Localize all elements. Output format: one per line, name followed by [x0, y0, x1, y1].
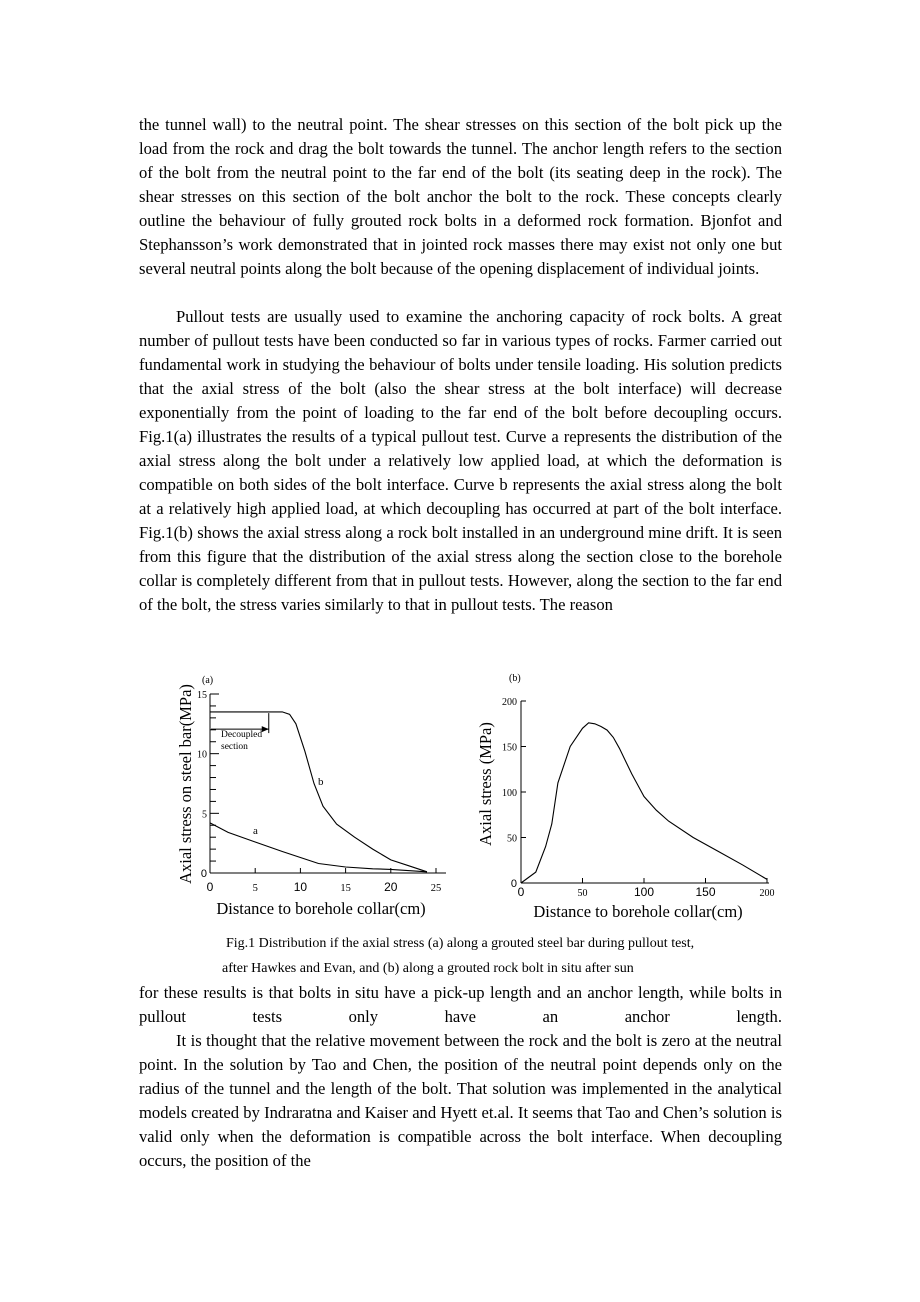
chart-a-y-axis-label: Axial stress on steel bar(MPa)	[176, 684, 195, 884]
chart-a-series-a-line	[210, 823, 427, 872]
chart-a	[176, 675, 446, 918]
paragraph-3: for these results is that bolts in situ have a pick-up length and an anchor length, while bolts in pullout tests only have an anchor length.	[139, 983, 782, 1026]
chart-b-y-tick-label: 50	[507, 833, 517, 845]
chart-b-y-axis-label: Axial stress (MPa)	[476, 722, 495, 846]
figure-caption-line-2: after Hawkes and Evan, and (b) along a grouted rock bolt in situ after sun	[222, 961, 634, 976]
chart-a-y-tick-label: 5	[202, 809, 207, 821]
chart-b-y-tick-label: 200	[502, 697, 517, 708]
chart-a-x-tick-label: 25	[430, 883, 442, 894]
chart-a-y-tick-label: 10	[197, 749, 207, 761]
paragraph-1: the tunnel wall) to the neutral point. The shear stresses on this section of the bolt pick up the load from the rock and drag the bolt towards the tunnel. The anchor length refers to the section of the bolt from the neutral point to the far end of the bolt (its seating deep in the rock). The shear stresses on this section of the bolt anchor the bolt to the rock. These concepts clearly outline the behaviour of fully grouted rock bolts in a deformed rock formation. Bjonfot and Stephansson’s work demonstrated that in jointed rock masses there may exist not only one but several neutral points along the bolt because of the opening displacement of individual joints.	[139, 115, 782, 278]
chart-a-x-axis-label: Distance to borehole collar(cm)	[216, 899, 426, 918]
figure-caption-line-1: Fig.1 Distribution if the axial stress (a) along a grouted steel bar during pullout test,	[226, 936, 695, 951]
chart-a-x-tick-label: 15	[340, 883, 351, 894]
paragraph-4: It is thought that the relative movement between the rock and the bolt is zero at the neutral point. In the solution by Tao and Chen, the position of the neutral point depends only on the radius of the tunnel and the length of the bolt. That solution was implemented in the analytical models created by Indraratna and Kaiser and Hyett et.al. It seems that Tao and Chen’s solution is valid only when the deformation is compatible across the bolt interface. When decoupling occurs, the position of the	[139, 1031, 782, 1170]
chart-b-series-line	[521, 723, 767, 883]
chart-a-y-tick-label: 0	[200, 868, 207, 880]
chart-a-series-b-label: b	[318, 776, 324, 788]
chart-b-x-axis-label: Distance to borehole collar(cm)	[533, 902, 743, 921]
chart-b-x-tick-label: 200	[759, 888, 775, 899]
chart-b-x-tick-label: 50	[577, 888, 588, 899]
chart-a-series-a-label: a	[253, 825, 258, 837]
chart-a-x-tick-label: 0	[206, 880, 214, 894]
decoupled-section-arrow	[262, 726, 269, 732]
panel-label-a: (a)	[202, 675, 214, 686]
chart-b	[476, 673, 775, 921]
chart-a-x-tick-label: 20	[384, 880, 398, 894]
chart-b-y-tick-label: 150	[502, 742, 517, 754]
chart-a-y-tick-label: 15	[197, 690, 207, 701]
paragraph-2: Pullout tests are usually used to examine the anchoring capacity of rock bolts. A great number of pullout tests have been conducted so far in various types of rocks. Farmer carried out fundamental work in studying the behaviour of bolts under tensile loading. His solution predicts that the axial stress of the bolt (also the shear stress at the bolt interface) will decrease exponentially from the point of loading to the far end of the bolt before decoupling occurs. Fig.1(a) illustrates the results of a typical pullout test. Curve a represents the distribution of the axial stress along the bolt under a relatively low applied load, at which the deformation is compatible on both sides of the bolt interface. Curve b represents the axial stress along the bolt at a relatively high applied load, at which decoupling has occurred at part of the bolt interface. Fig.1(b) shows the axial stress along a rock bolt installed in an underground mine drift. It is seen from this figure that the distribution of the axial stress along the section close to the borehole collar is completely different from that in pullout tests. However, along the section to the far end of the bolt, the stress varies similarly to that in pullout tests. The reason	[139, 307, 782, 614]
decoupled-section-label-2: section	[221, 742, 248, 752]
chart-a-x-tick-label: 10	[293, 880, 308, 894]
chart-b-x-tick-label: 0	[517, 885, 525, 899]
chart-b-x-tick-label: 150	[695, 885, 716, 899]
panel-label-b: (b)	[509, 673, 521, 684]
chart-a-x-tick-label: 5	[252, 883, 258, 894]
chart-b-x-tick-label: 100	[633, 885, 655, 899]
chart-b-y-tick-label: 0	[510, 878, 517, 890]
decoupled-section-label-1: Decoupled	[221, 730, 263, 740]
chart-b-y-tick-label: 100	[502, 788, 517, 799]
